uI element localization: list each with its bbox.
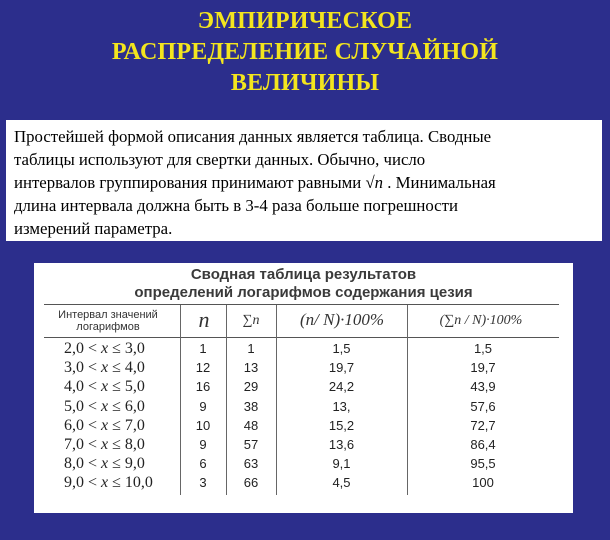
header-interval [48, 309, 168, 333]
interval-lower: 4,0 [64, 378, 84, 396]
cell-sum: 13 [243, 360, 259, 376]
header-interval-line-2: логарифмов [76, 321, 140, 333]
description-line-5: измерений параметра. [14, 219, 173, 238]
cell-n: 12 [195, 360, 211, 376]
header-interval-line-1: Интервал значений [58, 309, 158, 321]
table-row [34, 339, 573, 358]
interval-upper: 3,0 [124, 340, 145, 357]
cell-cum: 57,6 [470, 398, 496, 414]
description-line-2: таблицы используют для свертки данных. Обычно, число [14, 150, 426, 169]
slide-title [0, 6, 610, 99]
interval-op-2: ≤ [108, 416, 125, 434]
interval-lower: 8,0 [64, 455, 84, 473]
header-bottom-rule [44, 337, 559, 338]
interval-variable: x [101, 455, 109, 473]
cell-rel: 4,5 [332, 475, 351, 491]
table-row [34, 397, 573, 416]
interval-op-1: < [84, 474, 102, 492]
interval-cell [64, 435, 180, 454]
description-line-4: длина интервала должна быть в 3-4 раза больше погрешности [14, 196, 458, 215]
interval-lower: 6,0 [64, 416, 84, 434]
cell-cum: 95,5 [470, 456, 496, 472]
cell-sum: 57 [243, 437, 259, 452]
interval-lower: 9,0 [64, 474, 84, 492]
cell-rel: 13,6 [328, 437, 355, 452]
cell-cum: 43,9 [470, 379, 496, 395]
interval-op-1: < [84, 397, 102, 415]
n-symbol: n [374, 173, 384, 192]
cell-sum: 29 [243, 379, 259, 395]
interval-op-2: ≤ [108, 455, 125, 473]
cell-rel: 19,7 [328, 360, 355, 376]
interval-lower: 7,0 [64, 436, 84, 453]
cell-rel: 24,2 [328, 379, 355, 395]
cell-sum: 48 [243, 417, 259, 433]
cell-n: 10 [195, 417, 211, 433]
interval-variable: x [101, 359, 109, 377]
cell-rel: 13, [332, 398, 351, 414]
description-line-3-b: . Минимальная [383, 173, 496, 192]
interval-cell [64, 454, 180, 473]
table-caption-line-2: определений логарифмов содержания цезия [134, 284, 473, 301]
cell-n: 16 [195, 379, 211, 395]
interval-variable: x [101, 378, 109, 396]
description-text [6, 120, 602, 241]
table-row [34, 435, 573, 454]
cell-cum: 86,4 [470, 437, 496, 452]
cell-cum: 1,5 [473, 341, 493, 356]
header-sum-n: ∑n [242, 313, 260, 328]
interval-op-1: < [84, 436, 102, 453]
title-line-3: ВЕЛИЧИНЫ [230, 70, 380, 96]
title-line-2: РАСПРЕДЕЛЕНИЕ СЛУЧАЙНОЙ [111, 39, 499, 65]
interval-op-1: < [84, 359, 102, 377]
cell-rel: 9,1 [332, 456, 351, 472]
description-line-1: Простейшей формой описания данных является таблица. Сводные [14, 127, 492, 146]
table-row [34, 454, 573, 473]
table-caption [34, 266, 573, 302]
cell-n: 1 [199, 341, 207, 356]
interval-op-1: < [84, 416, 102, 434]
interval-upper: 6,0 [124, 397, 145, 415]
summary-table [34, 263, 573, 513]
cell-sum: 66 [243, 475, 259, 491]
cell-rel: 1,5 [332, 341, 351, 356]
cell-cum: 100 [472, 475, 494, 491]
cell-rel: 15,2 [328, 417, 355, 433]
interval-cell [64, 473, 180, 492]
sqrt-symbol: √ [365, 173, 375, 192]
interval-op-2: ≤ [108, 474, 125, 492]
interval-op-1: < [84, 378, 102, 396]
header-cumulative-frequency: (∑n / N)·100% [439, 313, 523, 328]
interval-lower: 5,0 [64, 397, 84, 415]
cell-n: 6 [199, 456, 207, 472]
interval-upper: 4,0 [124, 359, 145, 377]
interval-upper: 8,0 [124, 436, 145, 453]
interval-op-2: ≤ [108, 378, 125, 396]
interval-op-2: ≤ [108, 436, 125, 453]
table-caption-line-1: Сводная таблица результатов [190, 266, 417, 283]
interval-variable: x [101, 474, 109, 492]
interval-cell [64, 377, 180, 396]
interval-upper: 10,0 [124, 474, 153, 492]
table-row [34, 473, 573, 492]
title-line-1: ЭМПИРИЧЕСКОЕ [197, 8, 413, 34]
interval-op-2: ≤ [108, 397, 125, 415]
cell-n: 9 [199, 398, 207, 414]
interval-op-2: ≤ [108, 359, 125, 377]
interval-cell [64, 358, 180, 377]
interval-upper: 7,0 [124, 416, 145, 434]
cell-cum: 72,7 [470, 417, 496, 433]
cell-sum: 1 [247, 341, 255, 356]
interval-op-2: ≤ [108, 340, 125, 357]
interval-op-1: < [84, 455, 102, 473]
description-line-3-a: интервалов группирования принимают равными [14, 173, 366, 192]
cell-sum: 38 [243, 398, 259, 414]
interval-op-1: < [84, 340, 102, 357]
interval-variable: x [101, 416, 109, 434]
header-n: n [198, 307, 210, 332]
interval-upper: 9,0 [124, 455, 145, 473]
interval-variable: x [101, 340, 109, 357]
interval-cell [64, 397, 180, 416]
header-top-rule [44, 304, 559, 305]
table-row [34, 358, 573, 377]
table-row [34, 416, 573, 435]
cell-sum: 63 [243, 456, 259, 472]
interval-lower: 3,0 [64, 359, 84, 377]
interval-cell [64, 416, 180, 435]
cell-n: 3 [199, 475, 207, 491]
interval-variable: x [101, 436, 109, 453]
interval-variable: x [101, 397, 109, 415]
cell-cum: 19,7 [470, 360, 496, 376]
interval-lower: 2,0 [64, 340, 84, 357]
description-line-3 [14, 171, 596, 194]
interval-upper: 5,0 [124, 378, 145, 396]
interval-cell [64, 339, 180, 358]
header-relative-frequency: (n/ N)·100% [299, 310, 385, 329]
cell-n: 9 [199, 437, 207, 452]
table-row [34, 377, 573, 396]
